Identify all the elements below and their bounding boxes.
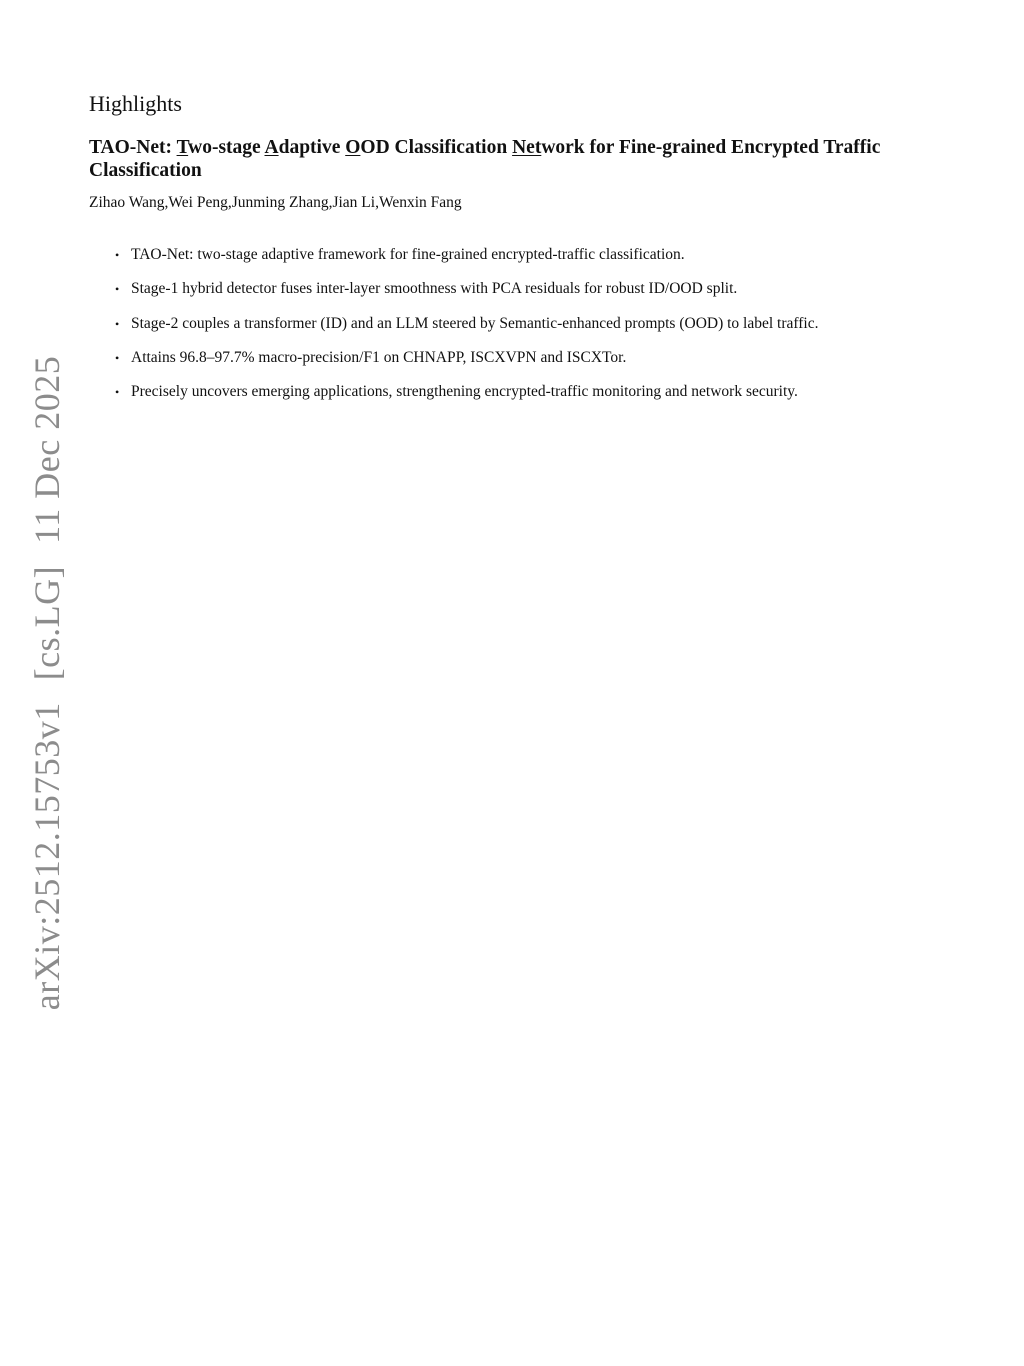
arxiv-sidebar-stamp (26, 356, 68, 1011)
bullet-icon: • (115, 316, 120, 331)
highlight-text: TAO-Net: two-stage adaptive framework for fine-grained encrypted-traffic classification. (131, 246, 685, 263)
arxiv-category: [cs.LG] (27, 565, 67, 681)
title-part: TAO-Net: (89, 137, 177, 158)
title-underlined-letter: T (176, 137, 189, 158)
highlight-item (115, 244, 949, 266)
bullet-icon: • (115, 385, 120, 400)
highlights-list (89, 244, 949, 403)
title-underlined-letter: O (345, 137, 361, 158)
author-list: Zihao Wang,Wei Peng,Junming Zhang,Jian Li,Wenxin Fang (89, 194, 462, 211)
title-part: OD Classification (360, 137, 513, 158)
bullet-icon: • (115, 350, 120, 365)
title-part: work for Fine-grained Encrypted Traffic Classification (89, 137, 881, 181)
highlights-content (89, 88, 949, 415)
highlight-text: Precisely uncovers emerging applications, strengthening encrypted-traffic monitoring and network security. (131, 383, 798, 401)
bullet-icon: • (115, 248, 120, 262)
bullet-icon: • (115, 282, 120, 297)
highlight-item (115, 313, 949, 335)
highlight-text: Stage-1 hybrid detector fuses inter-layer smoothness with PCA residuals for robust ID/OOD split. (131, 280, 738, 298)
highlight-text: Stage-2 couples a transformer (ID) and an LLM steered by Semantic-enhanced prompts (OOD) to label traffic. (131, 314, 819, 332)
section-heading: Highlights (89, 91, 182, 116)
highlight-item (115, 347, 949, 369)
title-underlined-letter: Net (512, 137, 542, 158)
highlight-text: Attains 96.8–97.7% macro-precision/F1 on CHNAPP, ISCXVPN and ISCXTor. (131, 348, 627, 366)
highlight-item (115, 278, 949, 300)
title-part: wo-stage (188, 137, 265, 158)
paper-title (89, 136, 949, 182)
title-underlined-letter: A (264, 137, 279, 158)
highlight-item (115, 381, 949, 403)
title-part: daptive (278, 137, 346, 158)
arxiv-id: arXiv:2512.15753v1 (27, 702, 67, 1011)
arxiv-date: 11 Dec 2025 (27, 355, 67, 544)
